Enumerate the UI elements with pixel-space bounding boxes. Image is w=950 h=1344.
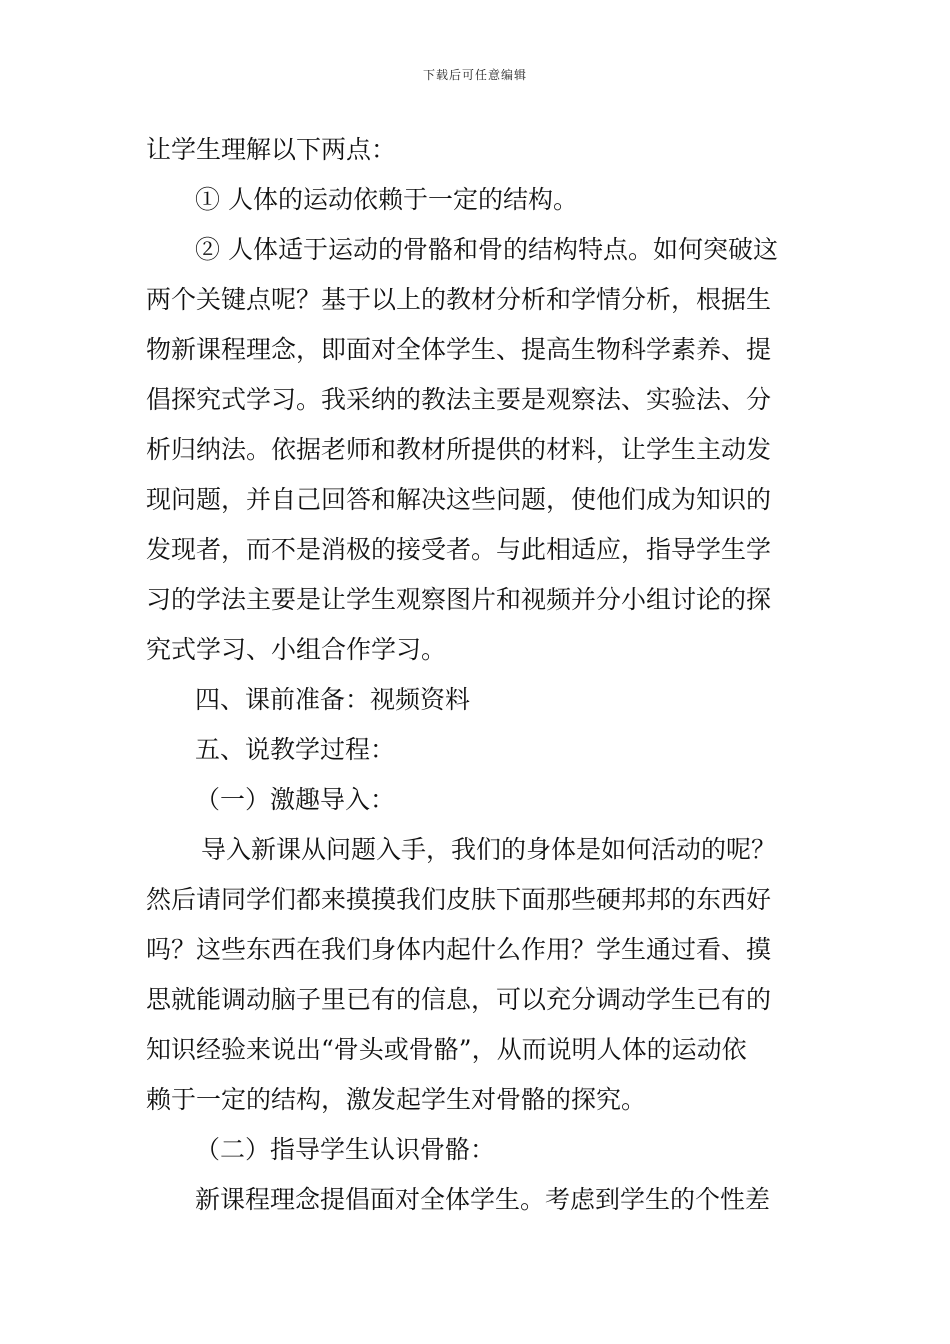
text-line: 吗？这些东西在我们身体内起什么作用？学生通过看、摸 (146, 935, 772, 964)
subsection-heading: （二）指导学生认识骨骼： (195, 1135, 496, 1164)
text-line: 让学生理解以下两点： (146, 135, 397, 164)
text-line: 现问题，并自己回答和解决这些问题，使他们成为知识的 (146, 485, 772, 514)
text-line: ① 人体的运动依赖于一定的结构。 (195, 185, 578, 214)
text-line: 析归纳法。依据老师和教材所提供的材料，让学生主动发 (146, 435, 772, 464)
subsection-heading: （一）激趣导入： (195, 785, 396, 814)
text-line: 物新课程理念，即面对全体学生、提高生物科学素养、提 (146, 335, 772, 364)
text-line: 两个关键点呢？基于以上的教材分析和学情分析，根据生 (146, 285, 772, 314)
text-line: 究式学习、小组合作学习。 (146, 635, 447, 664)
section-heading: 四、课前准备：视频资料 (195, 685, 471, 714)
section-heading: 五、说教学过程： (195, 735, 396, 764)
text-line: 思就能调动脑子里已有的信息，可以充分调动学生已有的 (146, 985, 772, 1014)
page-header: 下载后可任意编辑 (422, 68, 527, 82)
text-line: 习的学法主要是让学生观察图片和视频并分小组讨论的探 (146, 585, 772, 614)
text-line: 新课程理念提倡面对全体学生。考虑到学生的个性差 (195, 1185, 771, 1214)
text-line: ② 人体适于运动的骨骼和骨的结构特点。如何突破这 (195, 235, 778, 264)
text-line: 发现者，而不是消极的接受者。与此相适应，指导学生学 (146, 535, 772, 564)
text-line: 然后请同学们都来摸摸我们皮肤下面那些硬邦邦的东西好 (146, 885, 772, 914)
text-line: 导入新课从问题入手，我们的身体是如何活动的呢？ (201, 835, 777, 864)
text-line: 知识经验来说出“骨头或骨骼”，从而说明人体的运动依 (146, 1035, 747, 1064)
text-line: 赖于一定的结构，激发起学生对骨骼的探究。 (146, 1085, 647, 1114)
text-line: 倡探究式学习。我采纳的教法主要是观察法、实验法、分 (146, 385, 772, 414)
